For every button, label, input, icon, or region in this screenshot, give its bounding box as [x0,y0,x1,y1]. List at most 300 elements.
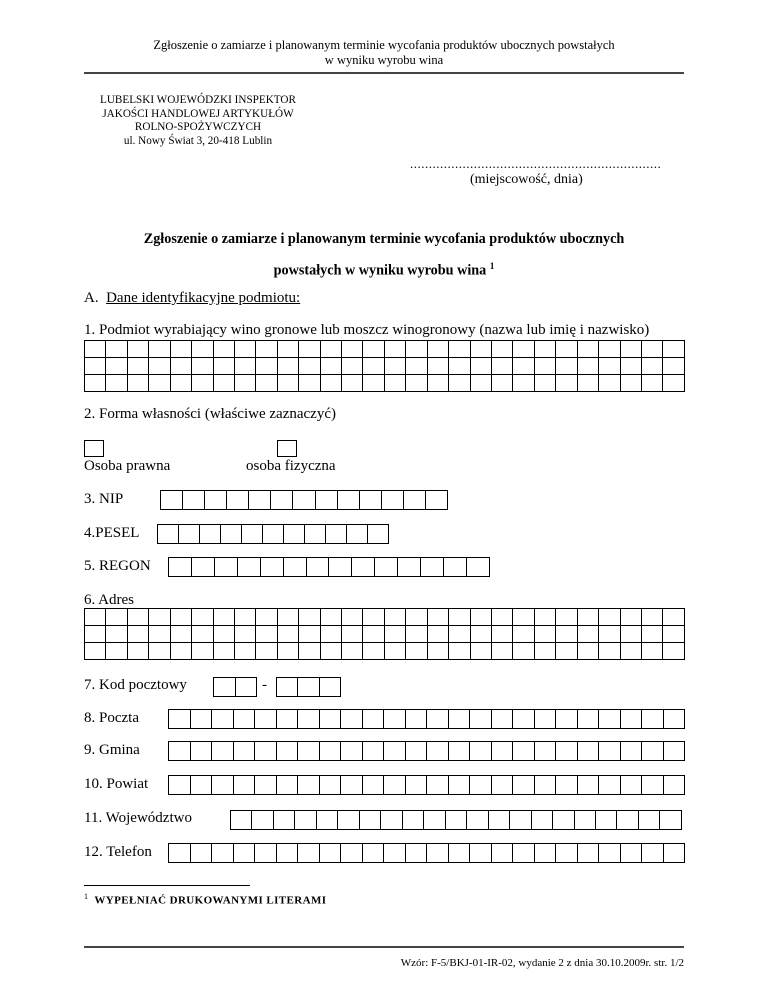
char-box[interactable] [149,341,170,358]
address-grid[interactable] [84,608,685,660]
char-box[interactable] [449,626,470,643]
char-box[interactable] [338,491,360,510]
char-box[interactable] [106,643,127,660]
char-box[interactable] [128,643,149,660]
char-box[interactable] [385,626,406,643]
char-box[interactable] [85,341,106,358]
char-box[interactable] [321,358,342,375]
char-box[interactable] [639,811,660,830]
char-box[interactable] [617,811,638,830]
char-box[interactable] [428,375,449,392]
char-box[interactable] [470,844,492,863]
char-box[interactable] [621,626,642,643]
voivodeship-grid[interactable] [230,810,682,830]
char-box[interactable] [535,776,557,795]
char-box[interactable] [368,525,389,544]
char-box[interactable] [128,609,149,626]
char-box[interactable] [444,558,467,577]
char-box[interactable] [192,375,213,392]
char-box[interactable] [492,742,514,761]
char-box[interactable] [663,358,684,375]
char-box[interactable] [578,375,599,392]
char-box[interactable] [449,341,470,358]
char-box[interactable] [299,375,320,392]
char-box[interactable] [535,358,556,375]
char-box[interactable] [214,609,235,626]
char-box[interactable] [221,525,242,544]
char-box[interactable] [513,375,534,392]
char-box[interactable] [278,375,299,392]
char-box[interactable] [212,710,234,729]
char-box[interactable] [513,626,534,643]
char-box[interactable] [578,341,599,358]
char-box[interactable] [642,643,663,660]
char-box[interactable] [212,742,234,761]
char-box[interactable] [556,358,577,375]
char-box[interactable] [467,558,490,577]
char-box[interactable] [642,626,663,643]
char-box[interactable] [320,742,342,761]
char-box[interactable] [398,558,421,577]
char-box[interactable] [169,558,192,577]
char-box[interactable] [363,626,384,643]
char-box[interactable] [212,776,234,795]
regon-grid[interactable] [168,557,490,577]
char-box[interactable] [489,811,510,830]
char-box[interactable] [513,609,534,626]
char-box[interactable] [535,643,556,660]
char-box[interactable] [299,643,320,660]
char-box[interactable] [149,375,170,392]
char-box[interactable] [384,742,406,761]
char-box[interactable] [363,776,385,795]
char-box[interactable] [385,643,406,660]
char-box[interactable] [298,710,320,729]
char-box[interactable] [599,341,620,358]
natural-person-checkbox[interactable] [277,440,297,457]
char-box[interactable] [621,358,642,375]
char-box[interactable] [205,491,227,510]
char-box[interactable] [513,710,535,729]
char-box[interactable] [317,811,338,830]
char-box[interactable] [492,341,513,358]
char-box[interactable] [513,341,534,358]
char-box[interactable] [363,844,385,863]
char-box[interactable] [342,375,363,392]
char-box[interactable] [235,609,256,626]
char-box[interactable] [347,525,368,544]
char-box[interactable] [255,844,277,863]
char-box[interactable] [179,525,200,544]
char-box[interactable] [492,710,514,729]
char-box[interactable] [284,558,307,577]
char-box[interactable] [642,710,664,729]
char-box[interactable] [556,341,577,358]
char-box[interactable] [298,678,319,697]
char-box[interactable] [234,844,256,863]
county-grid[interactable] [168,775,685,795]
char-box[interactable] [360,491,382,510]
char-box[interactable] [621,844,643,863]
char-box[interactable] [363,341,384,358]
char-box[interactable] [171,341,192,358]
char-box[interactable] [556,626,577,643]
char-box[interactable] [556,844,578,863]
char-box[interactable] [277,844,299,863]
char-box[interactable] [252,811,273,830]
char-box[interactable] [621,776,643,795]
char-box[interactable] [227,491,249,510]
char-box[interactable] [278,341,299,358]
char-box[interactable] [406,609,427,626]
char-box[interactable] [428,609,449,626]
char-box[interactable] [556,609,577,626]
char-box[interactable] [234,742,256,761]
char-box[interactable] [599,609,620,626]
char-box[interactable] [406,375,427,392]
char-box[interactable] [621,341,642,358]
char-box[interactable] [421,558,444,577]
char-box[interactable] [242,525,263,544]
char-box[interactable] [513,358,534,375]
char-box[interactable] [363,609,384,626]
char-box[interactable] [599,643,620,660]
postal-code-part-1[interactable] [213,677,257,697]
char-box[interactable] [664,844,686,863]
char-box[interactable] [385,609,406,626]
char-box[interactable] [363,742,385,761]
char-box[interactable] [596,811,617,830]
char-box[interactable] [556,776,578,795]
char-box[interactable] [192,626,213,643]
char-box[interactable] [578,776,600,795]
char-box[interactable] [200,525,221,544]
char-box[interactable] [621,609,642,626]
char-box[interactable] [363,710,385,729]
char-box[interactable] [274,811,295,830]
char-box[interactable] [513,643,534,660]
char-box[interactable] [363,375,384,392]
char-box[interactable] [277,710,299,729]
char-box[interactable] [106,609,127,626]
char-box[interactable] [406,844,428,863]
char-box[interactable] [599,742,621,761]
char-box[interactable] [513,844,535,863]
char-box[interactable] [85,626,106,643]
char-box[interactable] [342,341,363,358]
char-box[interactable] [231,811,252,830]
char-box[interactable] [183,491,205,510]
char-box[interactable] [191,742,213,761]
char-box[interactable] [320,776,342,795]
char-box[interactable] [535,742,557,761]
char-box[interactable] [384,844,406,863]
char-box[interactable] [277,678,298,697]
char-box[interactable] [578,643,599,660]
char-box[interactable] [664,776,686,795]
char-box[interactable] [642,609,663,626]
char-box[interactable] [85,358,106,375]
char-box[interactable] [663,609,684,626]
char-box[interactable] [171,626,192,643]
char-box[interactable] [470,742,492,761]
char-box[interactable] [192,643,213,660]
char-box[interactable] [470,710,492,729]
char-box[interactable] [621,643,642,660]
char-box[interactable] [535,626,556,643]
char-box[interactable] [363,358,384,375]
char-box[interactable] [449,358,470,375]
char-box[interactable] [406,341,427,358]
char-box[interactable] [106,626,127,643]
char-box[interactable] [169,776,191,795]
char-box[interactable] [385,341,406,358]
char-box[interactable] [256,626,277,643]
char-box[interactable] [277,776,299,795]
char-box[interactable] [321,341,342,358]
char-box[interactable] [342,643,363,660]
char-box[interactable] [599,776,621,795]
char-box[interactable] [578,844,600,863]
char-box[interactable] [169,742,191,761]
char-box[interactable] [320,678,341,697]
char-box[interactable] [149,626,170,643]
char-box[interactable] [192,341,213,358]
char-box[interactable] [169,844,191,863]
char-box[interactable] [642,375,663,392]
char-box[interactable] [406,358,427,375]
char-box[interactable] [428,626,449,643]
char-box[interactable] [106,375,127,392]
char-box[interactable] [471,341,492,358]
char-box[interactable] [470,776,492,795]
char-box[interactable] [642,341,663,358]
char-box[interactable] [256,375,277,392]
char-box[interactable] [321,609,342,626]
char-box[interactable] [427,710,449,729]
char-box[interactable] [427,776,449,795]
char-box[interactable] [513,742,535,761]
char-box[interactable] [278,626,299,643]
char-box[interactable] [385,375,406,392]
char-box[interactable] [642,358,663,375]
char-box[interactable] [406,626,427,643]
char-box[interactable] [663,341,684,358]
char-box[interactable] [85,643,106,660]
char-box[interactable] [341,844,363,863]
char-box[interactable] [191,776,213,795]
char-box[interactable] [406,710,428,729]
municipality-grid[interactable] [168,741,685,761]
legal-person-checkbox[interactable] [84,440,104,457]
char-box[interactable] [341,776,363,795]
char-box[interactable] [234,776,256,795]
char-box[interactable] [321,375,342,392]
char-box[interactable] [404,491,426,510]
char-box[interactable] [171,358,192,375]
char-box[interactable] [307,558,330,577]
char-box[interactable] [341,710,363,729]
char-box[interactable] [321,643,342,660]
char-box[interactable] [513,776,535,795]
char-box[interactable] [449,375,470,392]
char-box[interactable] [212,844,234,863]
char-box[interactable] [214,375,235,392]
char-box[interactable] [338,811,359,830]
char-box[interactable] [299,358,320,375]
char-box[interactable] [171,375,192,392]
phone-grid[interactable] [168,843,685,863]
char-box[interactable] [428,341,449,358]
char-box[interactable] [578,609,599,626]
char-box[interactable] [621,742,643,761]
char-box[interactable] [192,358,213,375]
char-box[interactable] [128,626,149,643]
char-box[interactable] [556,375,577,392]
char-box[interactable] [621,375,642,392]
char-box[interactable] [261,558,284,577]
char-box[interactable] [403,811,424,830]
char-box[interactable] [299,626,320,643]
char-box[interactable] [492,844,514,863]
char-box[interactable] [660,811,681,830]
char-box[interactable] [449,844,471,863]
char-box[interactable] [329,558,352,577]
char-box[interactable] [642,742,664,761]
char-box[interactable] [575,811,596,830]
char-box[interactable] [492,626,513,643]
char-box[interactable] [599,710,621,729]
char-box[interactable] [449,776,471,795]
char-box[interactable] [382,491,404,510]
postal-code-part-2[interactable] [276,677,341,697]
char-box[interactable] [381,811,402,830]
char-box[interactable] [256,358,277,375]
char-box[interactable] [238,558,261,577]
char-box[interactable] [663,626,684,643]
char-box[interactable] [236,678,258,697]
char-box[interactable] [642,776,664,795]
char-box[interactable] [578,742,600,761]
char-box[interactable] [342,609,363,626]
char-box[interactable] [278,643,299,660]
char-box[interactable] [428,643,449,660]
char-box[interactable] [298,742,320,761]
char-box[interactable] [214,341,235,358]
char-box[interactable] [449,609,470,626]
char-box[interactable] [342,358,363,375]
char-box[interactable] [599,844,621,863]
char-box[interactable] [106,358,127,375]
char-box[interactable] [449,742,471,761]
char-box[interactable] [406,776,428,795]
char-box[interactable] [467,811,488,830]
char-box[interactable] [255,742,277,761]
char-box[interactable] [295,811,316,830]
char-box[interactable] [214,358,235,375]
char-box[interactable] [249,491,271,510]
char-box[interactable] [360,811,381,830]
char-box[interactable] [599,626,620,643]
char-box[interactable] [341,742,363,761]
char-box[interactable] [471,375,492,392]
char-box[interactable] [578,626,599,643]
char-box[interactable] [106,341,127,358]
char-box[interactable] [428,358,449,375]
char-box[interactable] [235,643,256,660]
char-box[interactable] [284,525,305,544]
char-box[interactable] [235,341,256,358]
char-box[interactable] [191,844,213,863]
char-box[interactable] [149,358,170,375]
char-box[interactable] [492,375,513,392]
char-box[interactable] [171,643,192,660]
char-box[interactable] [385,358,406,375]
char-box[interactable] [299,341,320,358]
char-box[interactable] [535,710,557,729]
char-box[interactable] [256,643,277,660]
char-box[interactable] [406,742,428,761]
char-box[interactable] [426,491,448,510]
char-box[interactable] [535,341,556,358]
char-box[interactable] [427,742,449,761]
char-box[interactable] [128,341,149,358]
char-box[interactable] [215,558,238,577]
char-box[interactable] [85,609,106,626]
char-box[interactable] [556,710,578,729]
char-box[interactable] [128,358,149,375]
char-box[interactable] [599,375,620,392]
char-box[interactable] [128,375,149,392]
char-box[interactable] [85,375,106,392]
char-box[interactable] [446,811,467,830]
char-box[interactable] [642,844,664,863]
char-box[interactable] [621,710,643,729]
char-box[interactable] [599,358,620,375]
char-box[interactable] [384,710,406,729]
nip-grid[interactable] [160,490,448,510]
char-box[interactable] [278,609,299,626]
char-box[interactable] [235,626,256,643]
char-box[interactable] [471,609,492,626]
char-box[interactable] [326,525,347,544]
place-date-dots[interactable]: ................................................................... [410,156,662,171]
char-box[interactable] [449,710,471,729]
char-box[interactable] [427,844,449,863]
char-box[interactable] [471,358,492,375]
char-box[interactable] [214,643,235,660]
char-box[interactable] [169,710,191,729]
char-box[interactable] [535,844,557,863]
char-box[interactable] [406,643,427,660]
char-box[interactable] [298,844,320,863]
char-box[interactable] [161,491,183,510]
char-box[interactable] [214,626,235,643]
char-box[interactable] [663,643,684,660]
post-office-grid[interactable] [168,709,685,729]
char-box[interactable] [293,491,315,510]
char-box[interactable] [277,742,299,761]
char-box[interactable] [256,609,277,626]
char-box[interactable] [492,358,513,375]
char-box[interactable] [578,358,599,375]
char-box[interactable] [271,491,293,510]
char-box[interactable] [299,609,320,626]
char-box[interactable] [471,626,492,643]
pesel-grid[interactable] [157,524,389,544]
char-box[interactable] [235,375,256,392]
char-box[interactable] [352,558,375,577]
